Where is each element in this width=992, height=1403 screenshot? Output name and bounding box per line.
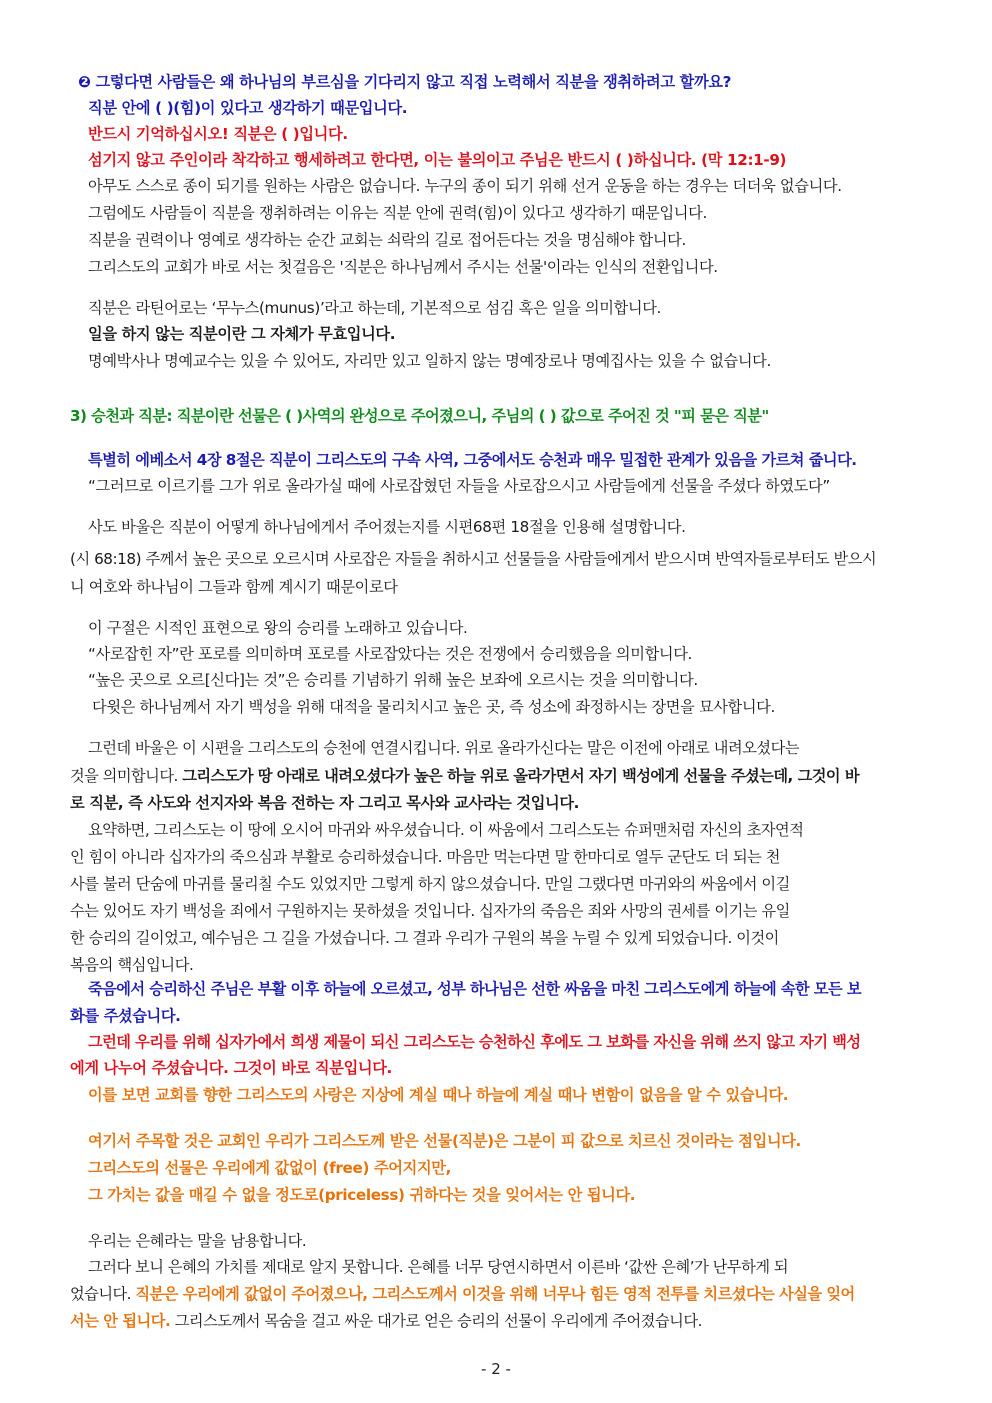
paragraph-line: 수는 있어도 자기 백성을 죄에서 구원하지는 못하셨을 것입니다. 십자가의 죽음은 죄와 사망의 권세를 이기는 유일 <box>70 902 790 920</box>
emphasis-line: 특별히 에베소서 4장 8절은 직분이 그리스도의 구속 사역, 그중에서도 승천과 매우 밀접한 관계가 있음을 가르쳐 줍니다. <box>88 451 857 469</box>
paragraph-line: “높은 곳으로 오르[신다]는 것”은 승리를 기념하기 위해 높은 보좌에 오르시는 것을 의미합니다. <box>88 671 698 689</box>
paragraph-line: 그러다 보니 은혜의 가치를 제대로 알지 못합니다. 은혜를 너무 당연시하면서 이른바 ‘값싼 은혜’가 난무하게 되 <box>88 1258 789 1276</box>
answer-line-3: 섬기지 않고 주인이라 착각하고 행세하려고 한다면, 이는 불의이고 주님은 반드시 ( )하십니다. (막 12:1-9) <box>88 151 787 169</box>
paragraph-line: 다윗은 하나님께서 자기 백성을 위해 대적을 물리치시고 높은 곳, 즉 성소에 좌정하시는 장면을 묘사합니다. <box>92 698 775 716</box>
paragraph-line: 아무도 스스로 종이 되기를 원하는 사람은 없습니다. 누구의 종이 되기 위해 선거 운동을 하는 경우는 더더욱 없습니다. <box>88 177 842 195</box>
plain-text: 그리스도께서 목숨을 걸고 싸운 대가로 얻은 승리의 선물이 우리에게 주어졌습니다. <box>170 1312 703 1330</box>
paragraph-line: 한 승리의 길이었고, 예수님은 그 길을 가셨습니다. 그 결과 우리가 구원의 복을 누릴 수 있게 되었습니다. 이것이 <box>70 929 779 947</box>
plain-text: 었습니다. <box>70 1285 136 1303</box>
section-heading: 3) 승천과 직분: 직분이란 선물은 ( )사역의 완성으로 주어졌으니, 주님의 ( ) 값으로 주어진 것 "피 묻은 직분" <box>70 407 769 425</box>
quote-line: “그러므로 이르기를 그가 위로 올라가실 때에 사로잡혔던 자들을 사로잡으시고 사람들에게 선물을 주셨다 하였도다” <box>88 477 830 495</box>
paragraph-line: 인 힘이 아니라 십자가의 죽으심과 부활로 승리하셨습니다. 마음만 먹는다면 말 한마디로 열두 군단도 더 되는 천 <box>70 848 780 866</box>
emphasis-line: 이를 보면 교회를 향한 그리스도의 사랑은 지상에 계실 때나 하늘에 계실 때나 변함이 없음을 알 수 있습니다. <box>88 1086 789 1104</box>
highlight-text: 서는 안 됩니다. <box>70 1312 171 1330</box>
paragraph-line: 명예박사나 명예교수는 있을 수 있어도, 자리만 있고 일하지 않는 명예장로나 명예집사는 있을 수 없습니다. <box>88 352 771 370</box>
paragraph-line: 요약하면, 그리스도는 이 땅에 오시어 마귀와 싸우셨습니다. 이 싸움에서 그리스도는 슈퍼맨처럼 자신의 초자연적 <box>88 821 804 839</box>
paragraph-line: 그리스도의 교회가 바로 서는 첫걸음은 '직분은 하나님께서 주시는 선물'이라는 인식의 전환입니다. <box>88 258 718 276</box>
bold-text: 그리스도가 땅 아래로 내려오셨다가 높은 하늘 위로 올라가면서 자기 백성에게 선물을 주셨는데, 그것이 바 <box>182 767 860 785</box>
plain-text: 것을 의미합니다. <box>70 767 183 785</box>
paragraph-line: 그럼에도 사람들이 직분을 쟁취하려는 이유는 직분 안에 권력(힘)이 있다고 생각하기 때문입니다. <box>88 204 707 222</box>
paragraph-line: 우리는 은혜라는 말을 남용합니다. <box>88 1232 307 1250</box>
paragraph-line: 사를 불러 단숨에 마귀를 물리칠 수도 있었지만 그렇게 하지 않으셨습니다. 만일 그랬다면 마귀와의 싸움에서 이길 <box>70 875 790 893</box>
emphasis-line: 그 가치는 값을 매길 수 없을 정도로(priceless) 귀하다는 것을 잊어서는 안 됩니다. <box>88 1186 636 1204</box>
question-heading: ❷ 그렇다면 사람들은 왜 하나님의 부르심을 기다리지 않고 직접 노력해서 직분을 쟁취하려고 할까요? <box>78 73 732 91</box>
emphasis-line: 에게 나누어 주셨습니다. 그것이 바로 직분입니다. <box>70 1059 392 1077</box>
emphasis-line: 로 직분, 즉 사도와 선지자와 복음 전하는 자 그리고 목사와 교사라는 것입니다. <box>70 794 580 812</box>
psalm-line: (시 68:18) 주께서 높은 곳으로 오르시며 사로잡은 자들을 취하시고 선물들을 사람들에게서 받으시며 반역자들로부터도 받으시 <box>70 550 877 568</box>
paragraph-line: “사로잡힌 자”란 포로를 의미하며 포로를 사로잡았다는 것은 전쟁에서 승리했음을 의미합니다. <box>88 645 693 663</box>
paragraph-line <box>70 1284 855 1304</box>
paragraph-line: 그런데 바울은 이 시편을 그리스도의 승천에 연결시킵니다. 위로 올라가신다는 말은 이전에 아래로 내려오셨다는 <box>88 739 800 757</box>
emphasis-line: 화를 주셨습니다. <box>70 1007 181 1025</box>
emphasis-line: 일을 하지 않는 직분이란 그 자체가 무효입니다. <box>88 325 396 343</box>
answer-line-2: 반드시 기억하십시오! 직분은 ( )입니다. <box>88 125 348 143</box>
answer-line-1: 직분 안에 ( )(힘)이 있다고 생각하기 때문입니다. <box>88 99 408 117</box>
emphasis-line: 그리스도의 선물은 우리에게 값없이 (free) 주어지지만, <box>88 1159 452 1177</box>
emphasis-line: 여기서 주목할 것은 교회인 우리가 그리스도께 받은 선물(직분)은 그분이 피 값으로 치르신 것이라는 점입니다. <box>88 1132 801 1150</box>
paragraph-line: 사도 바울은 직분이 어떻게 하나님에게서 주어졌는지를 시편68편 18절을 인용해 설명합니다. <box>88 518 686 536</box>
paragraph-line <box>70 766 859 786</box>
paragraph-line <box>70 1311 702 1331</box>
emphasis-line: 그런데 우리를 위해 십자가에서 희생 제물이 되신 그리스도는 승천하신 후에도 그 보화를 자신을 위해 쓰지 않고 자기 백성 <box>88 1033 861 1051</box>
highlight-text: 직분은 우리에게 값없이 주어졌으나, 그리스도께서 이것을 위해 너무나 힘든 영적 전투를 치르셨다는 사실을 잊어 <box>135 1285 855 1303</box>
psalm-line: 니 여호와 하나님이 그들과 함께 계시기 때문이로다 <box>70 578 398 596</box>
emphasis-line: 죽음에서 승리하신 주님은 부활 이후 하늘에 오르셨고, 성부 하나님은 선한 싸움을 마친 그리스도에게 하늘에 속한 모든 보 <box>88 980 861 998</box>
paragraph-line: 직분을 권력이나 영예로 생각하는 순간 교회는 쇠락의 길로 접어든다는 것을 명심해야 합니다. <box>88 231 686 249</box>
paragraph-line: 복음의 핵심입니다. <box>70 956 194 974</box>
paragraph-line: 직분은 라틴어로는 ‘무누스(munus)’라고 하는데, 기본적으로 섬김 혹은 일을 의미합니다. <box>88 299 661 317</box>
page-number: - 2 - <box>481 1360 511 1378</box>
paragraph-line: 이 구절은 시적인 표현으로 왕의 승리를 노래하고 있습니다. <box>88 619 468 637</box>
